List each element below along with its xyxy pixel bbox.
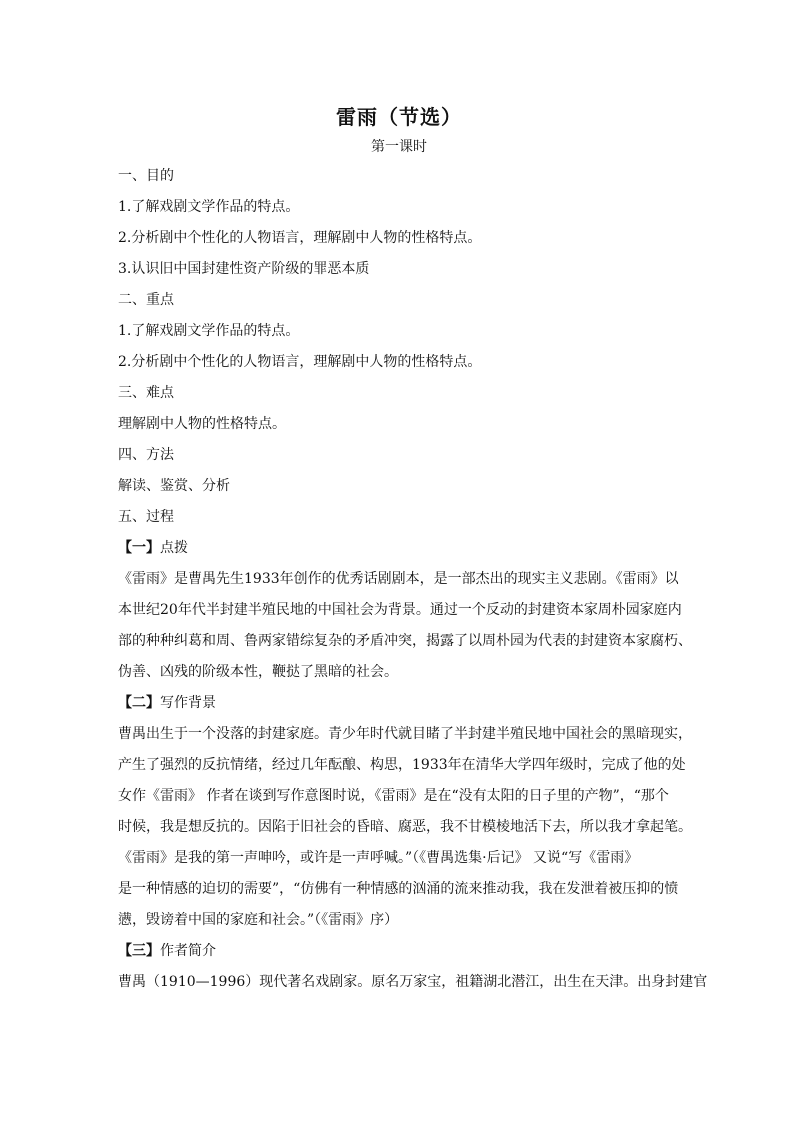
paragraph-line: 本世纪20年代半封建半殖民地的中国社会为背景。通过一个反动的封建资本家周朴园家庭内 <box>118 602 682 618</box>
paragraph-line: 曹禺（1910—1996）现代著名戏剧家。原名万家宝，祖籍湖北潜江，出生在天津。出身封建官 <box>118 974 708 990</box>
paragraph-line: 时候，我是想反抗的。因陷于旧社会的昏暗、腐恶，我不甘模棱地活下去，所以我才拿起笔。 <box>118 819 692 835</box>
document-title: 雷雨（节选） <box>336 105 462 129</box>
paragraph-line: 是一种情感的迫切的需要”，“仿佛有一种情感的汹涌的流来推动我，我在发泄着被压抑的愤 <box>118 881 679 897</box>
step-bracket: 【二】 <box>118 695 160 711</box>
document-body <box>118 103 708 998</box>
paragraph-author <box>118 967 708 998</box>
paragraph-line: 曹禺出生于一个没落的封建家庭。青少年时代就目睹了半封建半殖民地中国社会的黑暗现实， <box>118 726 692 742</box>
section-heading-purpose: 一、目的 <box>118 168 174 184</box>
paragraph-line: 部的种种纠葛和周、鲁两家错综复杂的矛盾冲突，揭露了以周朴园为代表的封建资本家腐朽、 <box>118 633 692 649</box>
purpose-item: 2.分析剧中个性化的人物语言，理解剧中人物的性格特点。 <box>118 230 482 246</box>
method-text: 解读、鉴赏、分析 <box>118 478 230 494</box>
section-heading-method: 四、方法 <box>118 447 174 463</box>
step-label: 作者简介 <box>160 943 216 959</box>
step-heading-author <box>118 936 680 967</box>
step-heading-guidance <box>118 533 680 564</box>
section-heading-difficulty: 三、难点 <box>118 385 174 401</box>
section-heading-keypoints: 二、重点 <box>118 292 174 308</box>
document-subtitle: 第一课时 <box>371 139 427 155</box>
difficulty-text: 理解剧中人物的性格特点。 <box>118 416 286 432</box>
step-label: 点拨 <box>160 540 188 556</box>
keypoint-item: 2.分析剧中个性化的人物语言，理解剧中人物的性格特点。 <box>118 354 482 370</box>
paragraph-line: 女作《雷雨》 作者在谈到写作意图时说，《雷雨》是在“没有太阳的日子里的产物”，“那个 <box>118 788 669 804</box>
paragraph-line: 产生了强烈的反抗情绪，经过几年酝酿、构思，1933年在清华大学四年级时，完成了他的处 <box>118 757 686 773</box>
step-heading-background <box>118 688 680 719</box>
paragraph-line: 《雷雨》是曹禺先生1933年创作的优秀话剧剧本，是一部杰出的现实主义悲剧。《雷雨》以 <box>118 571 679 587</box>
step-bracket: 【三】 <box>118 943 160 959</box>
paragraph-line: 伪善、凶残的阶级本性，鞭挞了黑暗的社会。 <box>118 664 398 680</box>
step-bracket: 【一】 <box>118 540 160 556</box>
paragraph-guidance <box>118 564 692 688</box>
paragraph-line: 《雷雨》是我的第一声呻吟，或许是一声呼喊。”（《曹禺选集·后记》 又说“写《雷雨》 <box>118 850 639 866</box>
paragraph-line: 懑，毁谤着中国的家庭和社会。”（《雷雨》序） <box>118 912 399 928</box>
step-label: 写作背景 <box>160 695 216 711</box>
section-heading-process: 五、过程 <box>118 509 174 525</box>
paragraph-background <box>118 719 692 936</box>
keypoint-item: 1.了解戏剧文学作品的特点。 <box>118 323 300 339</box>
purpose-item: 3.认识旧中国封建性资产阶级的罪恶本质 <box>118 261 370 277</box>
purpose-item: 1.了解戏剧文学作品的特点。 <box>118 199 300 215</box>
